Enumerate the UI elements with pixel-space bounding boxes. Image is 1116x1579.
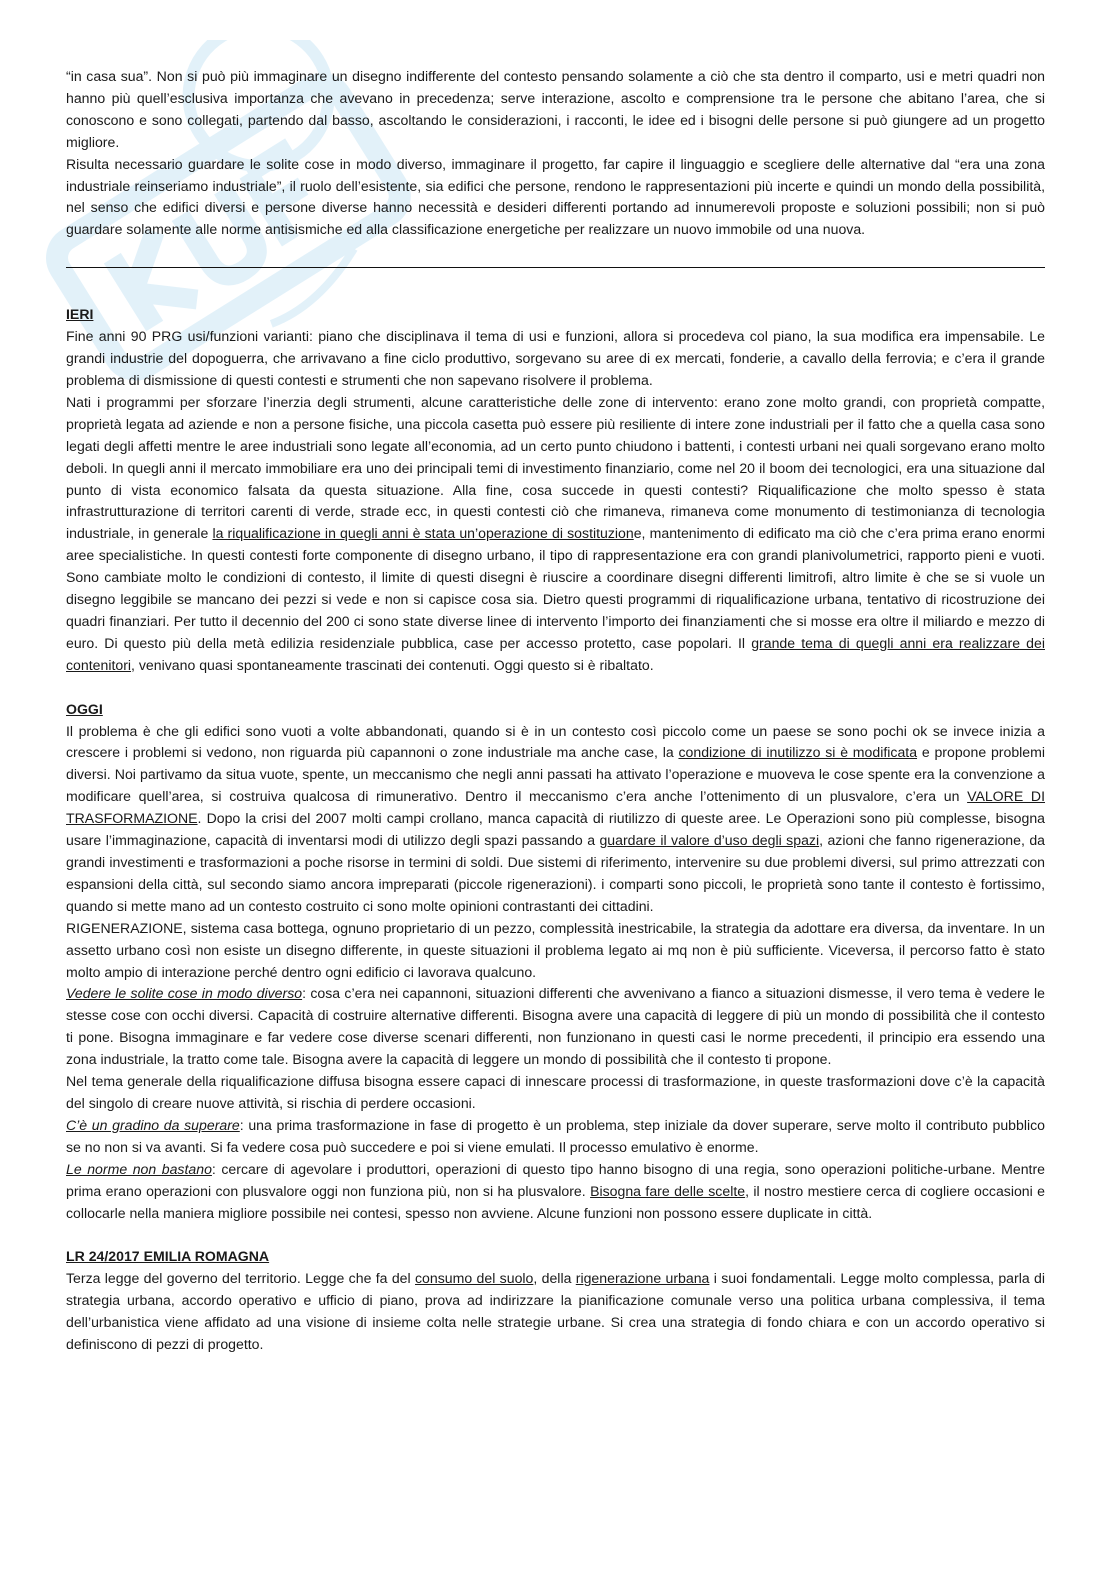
underlined-phrase: rigenerazione urbana: [575, 1270, 710, 1287]
oggi-section: [66, 699, 1045, 1225]
lr-heading: LR 24/2017 EMILIA ROMAGNA: [66, 1248, 270, 1265]
oggi-heading: OGGI: [66, 700, 103, 717]
text-span: e propone problemi diversi. Noi partivamo da situa vuote, spente, un meccanismo che negli anni passati ha attivato l’operazione e muoveva le cose spente era la convenzione a modificare quell’area, si costruiva qualcosa di rimunerativo. Dentro il meccanismo c’era anche l’ottenimento di un plusvalore, c’era un: [66, 744, 1046, 805]
underlined-phrase: la riqualificazione in quegli anni è stata un’operazione di sostituzion: [212, 525, 634, 542]
text-span: . Dopo la crisi del 2007 molti campi crollano, manca capacità di riutilizzo di queste aree. Le Operazioni sono più complesse, bisogna usare l’immaginazione, capacità di inventarsi modi di utilizzo degli spazi passando a: [66, 810, 1045, 849]
underlined-phrase: VALORE DI TRASFORMAZIONE: [66, 788, 1045, 827]
text-span: : una prima trasformazione in fase di progetto è un problema, step iniziale da dover superare, serve molto il contributo pubblico se no non si va avanti. Si fa vedere cosa può succedere e poi si viene emulati. Il processo emulativo è enorme.: [66, 1116, 1045, 1155]
text-span: , venivano quasi spontaneamente trascinati dei contenuti. Oggi questo si è ribaltato.: [131, 656, 654, 673]
oggi-paragraph-3: [66, 983, 1045, 1071]
text-span: , azioni che fanno rigenerazione, da grandi investimenti e trasformazioni a poche risorse in termini di soldi. Due sistemi di riferimento, intervenire su due problemi diversi, sul primo attrezzati con espansioni della città, sul secondo siamo ancora impreparati (piccole rigenerazioni). i comparti sono piccoli, le proprietà sono tante il contesto è fortissimo, quando si mette mano ad un contesto costruito ci sono molte opinioni contrastanti dei cittadini.: [66, 832, 1045, 914]
oggi-paragraph-2: RIGENERAZIONE, sistema casa bottega, ognuno proprietario di un pezzo, complessità inestricabile, la strategia da adottare era diversa, da inventare. In un assetto urbano così non esiste un disegno differente, in queste situazioni il problema legato ai mq non è più sufficiente. Viceversa, il percorso fatto è stato molto ampio di interazione perché dentro ogni edificio ci lavorava qualcuno.: [66, 919, 1045, 980]
text-span: : cosa c’era nei capannoni, situazioni differenti che avvenivano a fianco a situazioni dismesse, il vero tema è vedere le stesse cose con occhi diversi. Capacità di costruire alternative differenti. Bisogna avere una capacità di leggere di più un mondo di possibilità che il contesto ti pone. Bisogna immaginare e far vedere cose diverse scenari differenti, non funzionano in questi casi le norme precedenti, il principio era essendo una zona industriale, la tratto come tale. Bisogna avere la capacità di leggere un mondo di possibilità che il contesto ti propone.: [66, 985, 1045, 1068]
lr-paragraph-1: [66, 1268, 1045, 1356]
text-span: , il nostro mestiere cerca di cogliere occasioni e collocarle nella maniera migliore possibile nei contesi, spesso non avviene. Alcune funzioni non possono essere duplicate in città.: [66, 1182, 1046, 1221]
intro-paragraph-1: “in casa sua”. Non si può più immaginare un disegno indifferente del contesto pensando solamente a ciò che sta dentro il comparto, usi e metri quadri non hanno più quell’esclusiva importanza che avevano in precedenza; serve interazione, ascolto e comprensione tra le persone che abitano l’area, che si conoscono e sono collegati, partendo dal basso, ascoltando le considerazioni, i racconti, le idee ed i bisogni delle persone si può giungere ad un progetto migliore.: [66, 68, 1045, 150]
oggi-paragraph-5: [66, 1115, 1045, 1159]
text-span: e, mantenimento di edificato ma ciò che c’era prima erano enormi aree specialistiche. In questi contesti forte componente di disegno urbano, il tipo di rappresentazione era con grandi planivolumetrici, rapporto pieni e vuoti. Sono cambiate molto le condizioni di contesto, il limite di questi disegni è riuscire a coordinare disegni differenti limitrofi, altro limite è che se si vuole un disegno leggibile se mancano dei pezzi si vede e non si capisce cosa sia. Dietro questi programmi di riqualificazione urbana, tentativo di ricostruzione dei quadri finanziari. Per tutto il decennio del 200 ci sono state diverse linee di intervento l’importo dei finanziamenti che si mosse era oltre il miliardo e mezzo di euro. Di questo più della metà edilizia residenziale pubblica, case per accesso protetto, case popolari. Il: [66, 525, 1045, 651]
oggi-paragraph-4: Nel tema generale della riqualificazione diffusa bisogna essere capaci di innescare processi di trasformazione, in queste trasformazioni dove c’è la capacità del singolo di creare nuove attività, si rischia di perdere occasioni.: [66, 1073, 1045, 1111]
oggi-paragraph-1: [66, 721, 1045, 918]
ieri-paragraph-2: [66, 392, 1045, 677]
ieri-section: [66, 304, 1045, 676]
italic-underlined-phrase: C’è un gradino da superare: [66, 1116, 240, 1133]
text-span: i suoi fondamentali. Legge molto complessa, parla di strategia urbana, accordo operativo e ufficio di piano, prova ad indirizzare la pianificazione comunale verso una politica urbana complessiva, il tema dell’urbanistica viene affidato ad una visione di insieme colta nelle strategie urbane. Si crea una strategia di fondo chiara e con un accordo operativo si definiscono di pezzi di progetto.: [66, 1270, 1045, 1353]
underlined-phrase: guardare il valore d’uso degli spazi: [599, 832, 820, 849]
underlined-phrase: consumo del suolo: [415, 1270, 534, 1287]
lr-section: [66, 1246, 1045, 1356]
intro-paragraph-2: Risulta necessario guardare le solite cose in modo diverso, immaginare il progetto, far capire il linguaggio e scegliere delle alternative dal “era una zona industriale reinseriamo industriale”, il ruolo dell’esistente, sia edifici che persone, rendono le rappresentazioni più incerte e quindi un mondo della possibilità, nel senso che edifici diversi e persone diverse hanno necessità e desideri differenti portando ad innumerevoli proposte e soluzioni possibili; non si può guardare solamente alle norme antisismiche ed alla classificazione energetiche per realizzare un nuovo immobile od una nuova.: [66, 155, 1045, 238]
ieri-heading: IERI: [66, 306, 94, 323]
text-span: , della: [533, 1270, 576, 1287]
ieri-paragraph-1: Fine anni 90 PRG usi/funzioni varianti: piano che disciplinava il tema di usi e funzioni, allora si procedeva col piano, la sua modifica era impensabile. Le grandi industrie del dopoguerra, che arrivavano a fine ciclo produttivo, sorgevano su aree di ex mercati, fonderie, a cavallo della ferrovia; e c’era il grande problema di dismissione di questi contesti e strumenti che non sapevano risolvere il problema.: [66, 328, 1045, 388]
intro-section: [66, 66, 1045, 241]
underlined-phrase: Bisogna fare delle scelte: [590, 1182, 746, 1199]
italic-underlined-phrase: Vedere le solite cose in modo diverso: [66, 985, 303, 1002]
oggi-paragraph-6: [66, 1159, 1045, 1225]
text-span: Terza legge del governo del territorio. Legge che fa del: [66, 1270, 415, 1287]
document-page: [66, 66, 1045, 1356]
text-span: : cercare di agevolare i produttori, operazioni di questo tipo hanno bisogno di una regia, sono operazioni politiche-urbane. Mentre prima erano operazioni con plusvalore oggi non funziona più, non si ha plusvalore.: [66, 1160, 1045, 1199]
italic-underlined-phrase: Le norme non bastano: [66, 1160, 212, 1177]
text-span: Il problema è che gli edifici sono vuoti a volte abbandonati, quando si è in un contesto così piccolo come un paese se sono pochi ok se invece inizia a crescere i problemi si vedono, non riguarda più capannoni o zone industriale ma anche case, la: [66, 722, 1045, 761]
underlined-phrase: condizione di inutilizzo si è modificata: [678, 744, 918, 761]
underlined-phrase: grande tema di quegli anni era realizzare dei contenitori: [66, 634, 1045, 673]
text-span: Nati i programmi per sforzare l’inerzia degli strumenti, alcune caratteristiche delle zone di intervento: erano zone molto grandi, con proprietà compatte, proprietà legata ad aziende e non a persone fisiche, una piccola casetta può essere più resiliente di intere zone industriali per il fatto che a quella casa sono legati degli affetti mentre le aree industriali sono legate all’economia, ad un certo punto chiudono i battenti, i contesti urbani nei quali sorgevano erano molto deboli. In quegli anni il mercato immobiliare era uno dei principali temi di investimento finanziario, come nel 20 il boom dei tecnologici, era una situazione dal punto di vista economico falsata da questa situazione. Alla fine, cosa succede in questi contesti? Riqualificazione che molto spesso è stata infrastrutturazione di territori carenti di verde, strade ecc, in questi contesti ciò che rimaneva, rimaneva come monumento di testimonianza di tecnologia industriale, in generale: [66, 393, 1045, 542]
